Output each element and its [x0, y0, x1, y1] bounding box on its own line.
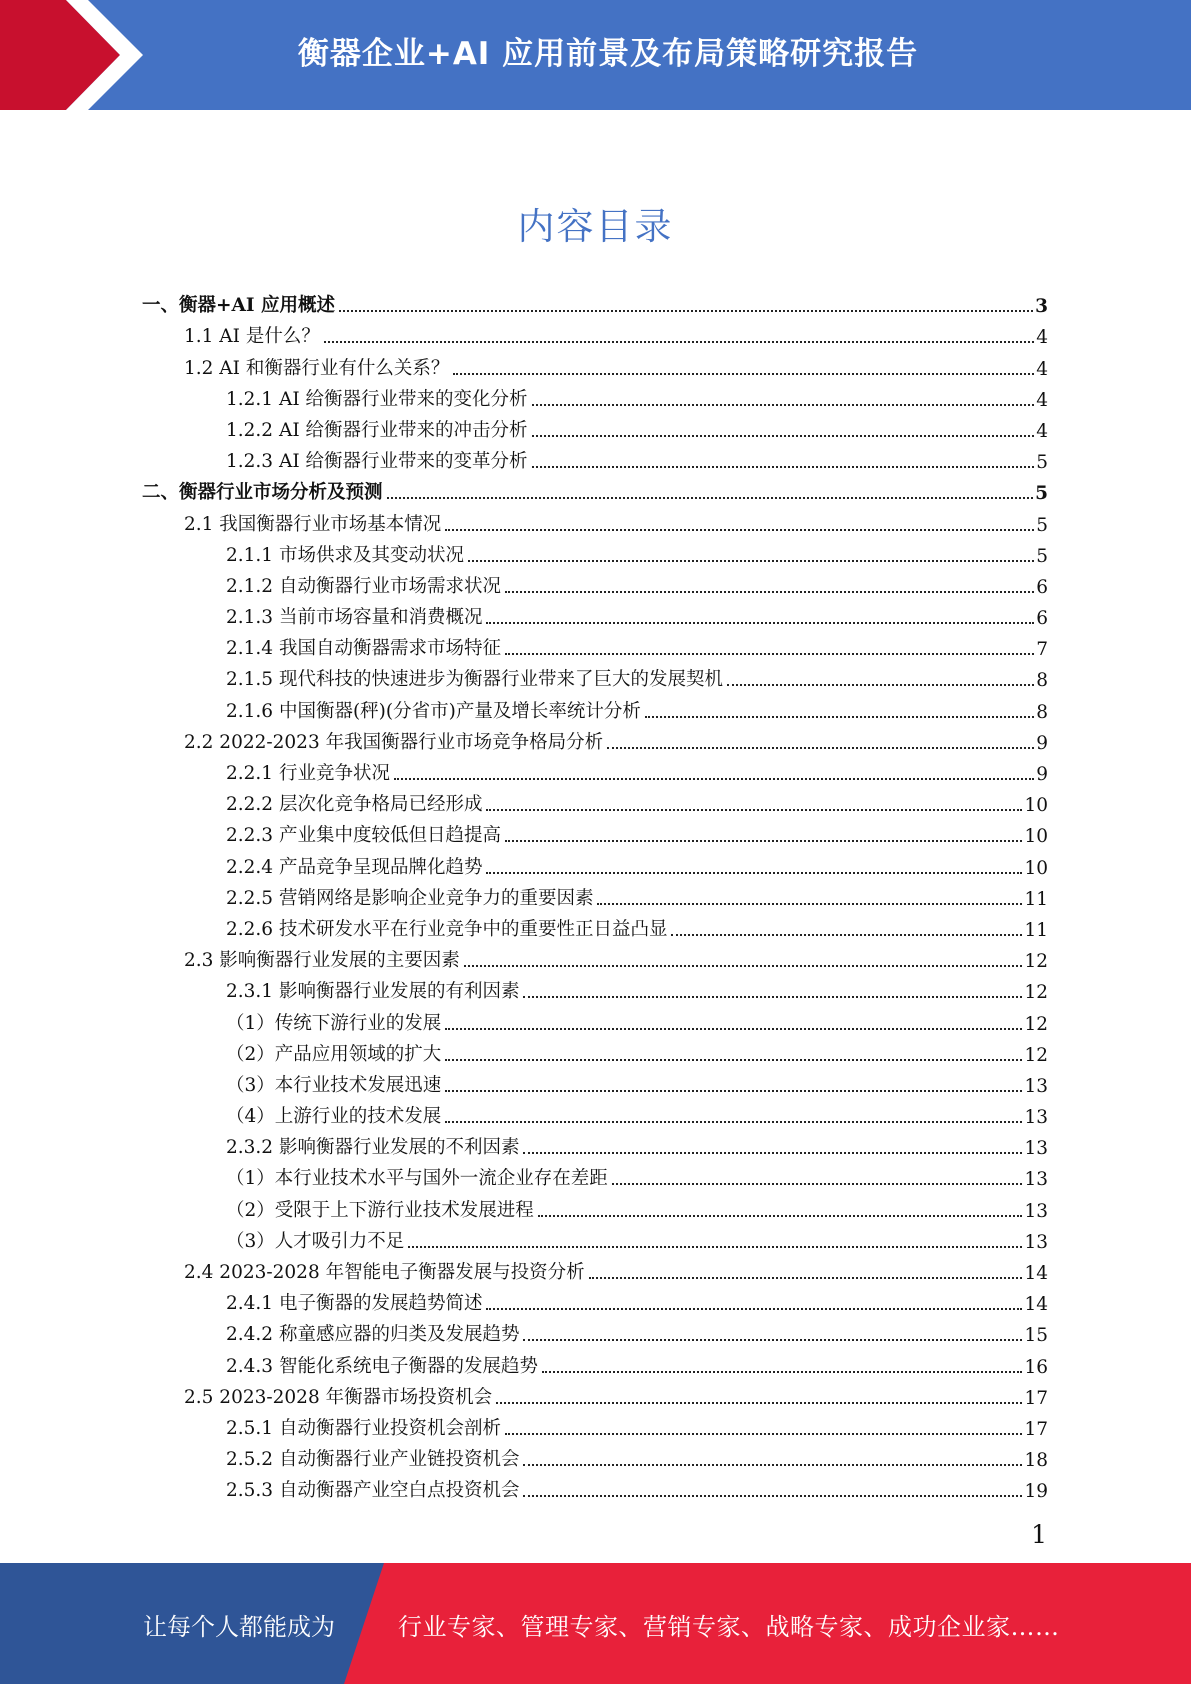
toc-entry-page: 5: [1035, 483, 1048, 505]
toc-entry[interactable]: [142, 660, 1048, 691]
toc-entry-page: 6: [1036, 576, 1048, 598]
dot-leader: [445, 1059, 1022, 1061]
toc-entry[interactable]: [142, 1159, 1048, 1190]
dot-leader: [523, 1152, 1022, 1154]
toc-entry[interactable]: [142, 1440, 1048, 1471]
toc-entry[interactable]: [142, 317, 1048, 348]
toc-entry[interactable]: [142, 442, 1048, 473]
toc-entry-page: 8: [1036, 701, 1048, 723]
toc-entry-page: 13: [1024, 1200, 1048, 1222]
toc-entry[interactable]: [142, 1066, 1048, 1097]
toc-entry-page: 12: [1024, 1044, 1048, 1066]
dot-leader: [453, 373, 1034, 375]
report-title: 衡器企业+AI 应用前景及布局策略研究报告: [297, 36, 919, 72]
dot-leader: [727, 684, 1034, 686]
toc-entry[interactable]: [142, 1222, 1048, 1253]
dot-leader: [486, 872, 1022, 874]
toc-entry-title: 2.2 2022-2023 年我国衡器行业市场竞争格局分析: [184, 731, 604, 753]
dot-leader: [408, 1246, 1022, 1248]
toc-entry-title: 1.2.2 AI 给衡器行业带来的冲击分析: [226, 419, 528, 441]
toc-entry-title: （1）传统下游行业的发展: [226, 1012, 442, 1034]
toc-entry-page: 10: [1024, 826, 1048, 848]
toc-entry[interactable]: [142, 1035, 1048, 1066]
toc-entry-title: 2.1.1 市场供求及其变动状况: [226, 544, 464, 566]
toc-entry-title: 1.1 AI 是什么？: [184, 326, 320, 348]
toc-entry-page: 14: [1024, 1263, 1048, 1284]
toc-entry-title: 2.2.2 层次化竞争格局已经形成: [226, 794, 483, 816]
toc-entry-title: 1.2.1 AI 给衡器行业带来的变化分析: [226, 388, 528, 410]
toc-entry[interactable]: [142, 380, 1048, 411]
toc-entry[interactable]: [142, 972, 1048, 1003]
toc-entry[interactable]: [142, 411, 1048, 442]
toc-entry-title: （3）本行业技术发展迅速: [226, 1074, 442, 1096]
footer-banner: [0, 1563, 1191, 1684]
toc-entry-page: 12: [1024, 982, 1048, 1004]
toc-entry-title: 2.4.2 称童感应器的归类及发展趋势: [226, 1324, 520, 1346]
dot-leader: [607, 747, 1034, 749]
dot-leader: [505, 1433, 1022, 1435]
toc-entry-page: 19: [1024, 1481, 1048, 1503]
toc-entry-title: 2.4 2023-2028 年智能电子衡器发展与投资分析: [184, 1262, 585, 1283]
toc-entry-title: 2.2.4 产品竞争呈现品牌化趋势: [226, 856, 483, 878]
toc-entry[interactable]: [142, 691, 1048, 722]
toc-entry-title: 2.2.6 技术研发水平在行业竞争中的重要性正日益凸显: [226, 918, 668, 940]
toc-entry-title: （1）本行业技术水平与国外一流企业存在差距: [226, 1168, 608, 1190]
toc-entry-page: 11: [1024, 888, 1048, 910]
dot-leader: [589, 1277, 1023, 1279]
table-of-contents: [142, 286, 1048, 1502]
toc-entry-page: 5: [1036, 452, 1048, 474]
toc-entry-page: 6: [1036, 608, 1048, 630]
toc-entry-page: 9: [1036, 732, 1048, 754]
toc-entry-title: 2.5.2 自动衡器行业产业链投资机会: [226, 1449, 520, 1471]
toc-entry-title: 2.5.1 自动衡器行业投资机会剖析: [226, 1417, 501, 1439]
page-number: 1: [1031, 1520, 1047, 1549]
toc-entry-title: 2.5.3 自动衡器产业空白点投资机会: [226, 1480, 520, 1502]
toc-entry[interactable]: [142, 1315, 1048, 1346]
toc-entry[interactable]: [142, 879, 1048, 910]
dot-leader: [532, 404, 1035, 406]
toc-entry-title: 2.1 我国衡器行业市场基本情况: [184, 513, 442, 535]
toc-entry-title: 一、衡器+AI 应用概述: [142, 295, 335, 317]
toc-entry-title: （2）受限于上下游行业技术发展进程: [226, 1199, 534, 1221]
dot-leader: [464, 965, 1023, 967]
dot-leader: [486, 1308, 1022, 1310]
toc-entry-page: 7: [1036, 639, 1048, 661]
toc-entry-page: 3: [1035, 296, 1048, 318]
toc-entry-title: 2.3.1 影响衡器行业发展的有利因素: [226, 981, 520, 1003]
toc-entry-page: 14: [1024, 1294, 1048, 1316]
dot-leader: [532, 435, 1035, 437]
toc-entry-page: 18: [1024, 1450, 1048, 1472]
toc-entry[interactable]: [142, 816, 1048, 847]
toc-entry[interactable]: [142, 629, 1048, 660]
dot-leader: [445, 529, 1034, 531]
footer-slogan-left: 让每个人都能成为: [143, 1613, 335, 1641]
toc-entry-page: 4: [1036, 358, 1048, 380]
toc-entry-title: 2.5 2023-2028 年衡器市场投资机会: [184, 1386, 493, 1408]
toc-entry[interactable]: [142, 536, 1048, 567]
toc-entry[interactable]: [142, 1253, 1048, 1284]
toc-entry-title: 2.1.4 我国自动衡器需求市场特征: [226, 638, 501, 660]
toc-entry-page: 5: [1036, 545, 1048, 567]
dot-leader: [445, 1121, 1022, 1123]
toc-entry-page: 13: [1024, 1075, 1048, 1097]
toc-entry[interactable]: [142, 941, 1048, 972]
toc-entry-page: 8: [1036, 670, 1048, 692]
dot-leader: [532, 466, 1035, 468]
toc-entry-page: 15: [1024, 1325, 1048, 1347]
toc-entry-title: 2.1.2 自动衡器行业市场需求状况: [226, 575, 501, 597]
toc-entry-page: 5: [1036, 514, 1048, 536]
dot-leader: [394, 778, 1034, 780]
dot-leader: [496, 1402, 1022, 1404]
toc-entry-title: 二、衡器行业市场分析及预测: [142, 482, 383, 504]
dot-leader: [445, 1028, 1022, 1030]
toc-entry-title: 2.2.3 产业集中度较低但日趋提高: [226, 825, 501, 847]
dot-leader: [324, 341, 1034, 343]
footer-slogan-right: 行业专家、管理专家、营销专家、战略专家、成功企业家……: [398, 1613, 1060, 1641]
toc-entry[interactable]: [142, 1378, 1048, 1409]
toc-entry-title: 2.4.1 电子衡器的发展趋势简述: [226, 1293, 483, 1315]
toc-entry-page: 17: [1024, 1387, 1048, 1409]
dot-leader: [505, 840, 1022, 842]
dot-leader: [468, 560, 1034, 562]
toc-entry-title: 1.2 AI 和衡器行业有什么关系？: [184, 357, 450, 379]
toc-entry[interactable]: [142, 1284, 1048, 1315]
toc-entry-title: 2.1.6 中国衡器(秤)(分省市)产量及增长率统计分析: [226, 700, 641, 722]
toc-entry[interactable]: [142, 847, 1048, 878]
dot-leader: [339, 310, 1033, 312]
dot-leader: [645, 716, 1034, 718]
toc-entry-page: 13: [1024, 1231, 1048, 1253]
dot-leader: [523, 1495, 1022, 1497]
dot-leader: [523, 1464, 1022, 1466]
toc-entry-page: 9: [1036, 764, 1048, 785]
dot-leader: [523, 1339, 1022, 1341]
dot-leader: [505, 653, 1034, 655]
toc-entry-title: 2.3.2 影响衡器行业发展的不利因素: [226, 1137, 520, 1159]
toc-entry[interactable]: [142, 1097, 1048, 1128]
dot-leader: [671, 934, 1022, 936]
toc-entry-title: 2.2.5 营销网络是影响企业竞争力的重要因素: [226, 887, 594, 909]
toc-entry[interactable]: [142, 286, 1048, 317]
toc-entry[interactable]: [142, 348, 1048, 379]
toc-entry-page: 10: [1024, 857, 1048, 879]
toc-entry-title: （4）上游行业的技术发展: [226, 1106, 442, 1128]
toc-entry-title: 2.1.5 现代科技的快速进步为衡器行业带来了巨大的发展契机: [226, 669, 723, 691]
toc-entry-page: 11: [1024, 919, 1048, 941]
toc-entry-page: 17: [1024, 1418, 1048, 1440]
toc-entry-page: 12: [1024, 1013, 1048, 1035]
header-banner: [0, 0, 1191, 110]
toc-entry[interactable]: [142, 785, 1048, 816]
dot-leader: [538, 1215, 1023, 1217]
dot-leader: [597, 903, 1022, 905]
toc-entry-title: （3）人才吸引力不足: [226, 1230, 405, 1252]
toc-entry-page: 16: [1024, 1356, 1048, 1378]
toc-entry-title: 1.2.3 AI 给衡器行业带来的变革分析: [226, 451, 528, 473]
dot-leader: [486, 809, 1022, 811]
dot-leader: [445, 1090, 1022, 1092]
toc-entry[interactable]: [142, 723, 1048, 754]
toc-entry[interactable]: [142, 1128, 1048, 1159]
toc-entry[interactable]: [142, 754, 1048, 785]
toc-entry-title: 2.3 影响衡器行业发展的主要因素: [184, 950, 460, 972]
toc-entry-page: 4: [1036, 327, 1048, 349]
dot-leader: [486, 622, 1034, 624]
toc-entry[interactable]: [142, 1409, 1048, 1440]
dot-leader: [542, 1371, 1022, 1373]
toc-entry[interactable]: [142, 1190, 1048, 1221]
toc-entry[interactable]: [142, 910, 1048, 941]
toc-entry[interactable]: [142, 1346, 1048, 1377]
toc-entry-title: 2.1.3 当前市场容量和消费概况: [226, 607, 483, 629]
toc-entry[interactable]: [142, 504, 1048, 535]
toc-entry-page: 13: [1024, 1138, 1048, 1160]
toc-entry-title: 2.4.3 智能化系统电子衡器的发展趋势: [226, 1355, 538, 1377]
toc-entry[interactable]: [142, 1003, 1048, 1034]
toc-entry[interactable]: [142, 1471, 1048, 1502]
dot-leader: [612, 1183, 1023, 1185]
toc-entry[interactable]: [142, 567, 1048, 598]
toc-entry-title: 2.2.1 行业竞争状况: [226, 763, 390, 784]
toc-entry[interactable]: [142, 473, 1048, 504]
toc-entry-page: 4: [1036, 420, 1048, 442]
toc-entry-page: 13: [1024, 1107, 1048, 1129]
toc-heading: 内容目录: [517, 205, 674, 248]
dot-leader: [505, 591, 1034, 593]
dot-leader: [387, 497, 1034, 499]
toc-entry-page: 13: [1024, 1169, 1048, 1191]
toc-entry-title: （2）产品应用领域的扩大: [226, 1043, 442, 1065]
toc-entry-page: 12: [1024, 951, 1048, 973]
toc-entry-page: 4: [1036, 389, 1048, 411]
toc-entry[interactable]: [142, 598, 1048, 629]
dot-leader: [523, 996, 1022, 998]
toc-entry-page: 10: [1024, 795, 1048, 817]
